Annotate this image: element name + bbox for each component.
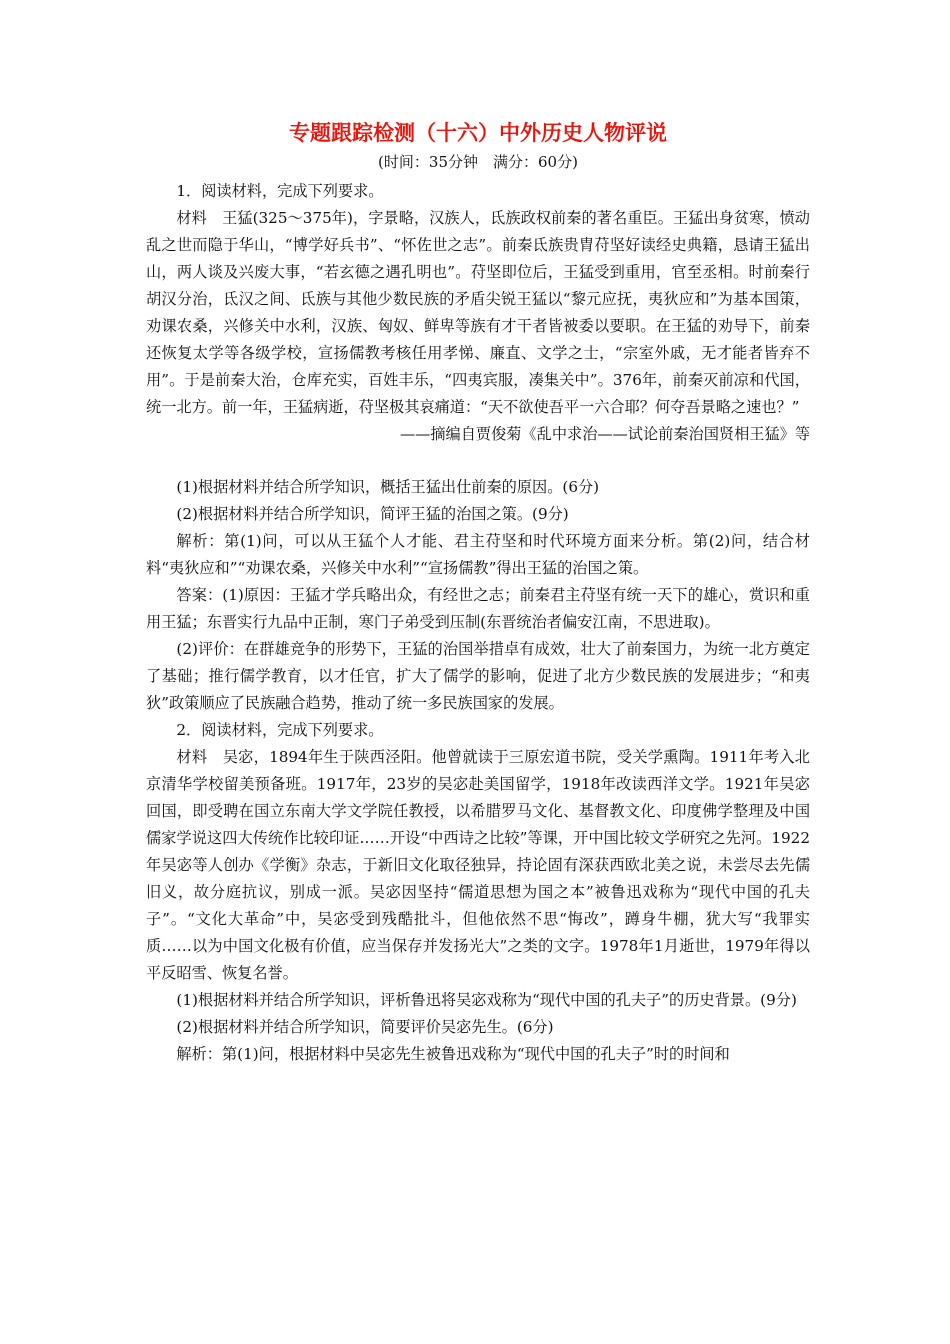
q1-material: 材料 王猛(325～375年)，字景略，汉族人，氐族政权前秦的著名重臣。王猛出身贫寒，愤动乱之世而隐于华山，“博学好兵书”、“怀佐世之志”。前秦氐族贵胄苻坚好读经史典籍，恳请王猛出山，两人谈及兴废大事，“若玄德之遇孔明也”。苻坚即位后，王猛受到重用，官至丞相。时前秦行胡汉分治，氐汉之间、氐族与其他少数民族的矛盾尖锐王猛以“黎元应抚，夷狄应和”为基本国策，劝课农桑，兴修关中水利，汉族、匈奴、鲜卑等族有才干者皆被委以要职。在王猛的劝导下，前秦还恢复太学等各级学校，宣扬儒教考核任用孝悌、廉直、文学之士，“宗室外戚，无才能者皆弃不用”。于是前秦大治，仓库充实，百姓丰乐，“四夷宾服，凑集关中”。376年，前秦灭前凉和代国，统一北方。前一年，王猛病逝，苻坚极其哀痛道：“天不欲使吾平一六合耶？何夺吾景略之速也？”: [146, 209, 810, 416]
q1-analysis: 解析：第(1)问，可以从王猛个人才能、君主苻坚和时代环境方面来分析。第(2)问，结合材料“夷狄应和”“劝课农桑，兴修关中水利”“宣扬儒教”得出王猛的治国之策。: [146, 532, 810, 577]
time-score-info: (时间：35分钟 满分：60分): [378, 153, 578, 171]
q2-sub-question-1: (1)根据材料并结合所学知识，评析鲁迅将吴宓戏称为“现代中国的孔夫子”的历史背景。(9分): [176, 991, 797, 1009]
q1-sub-question-2: (2)根据材料并结合所学知识，简评王猛的治国之策。(9分): [176, 505, 569, 523]
q2-analysis: 解析：第(1)问，根据材料中吴宓先生被鲁迅戏称为“现代中国的孔夫子”时的时间和: [176, 1045, 730, 1063]
q2-heading: 2．阅读材料，完成下列要求。: [176, 721, 384, 739]
q2-material: 材料 吴宓，1894年生于陕西泾阳。他曾就读于三原宏道书院，受关学熏陶。1911年考入北京清华学校留美预备班。1917年，23岁的吴宓赴美国留学，1918年改读西洋文学。1921年吴宓回国，即受聘在国立东南大学文学院任教授，以希腊罗马文化、基督教文化、印度佛学整理及中国儒家学说这四大传统作比较印证……开设“中西诗之比较”等课，开中国比较文学研究之先河。1922年吴宓等人创办《学衡》杂志，于新旧文化取径独异，持论固有深获西欧北美之说，未尝尽去先儒旧义，故分庭抗议，别成一派。吴宓因坚持“儒道思想为国之本”被鲁迅戏称为“现代中国的孔夫子”。“文化大革命”中，吴宓受到残酷批斗，但他依然不思“悔改”，蹲身牛棚，犹大写“我罪实质……以为中国文化极有价值，应当保存并发扬光大”之类的文字。1978年1月逝世，1979年得以平反昭雪、恢复名誉。: [146, 748, 810, 982]
page-title: 专题跟踪检测（十六）中外历史人物评说: [289, 120, 667, 145]
q1-heading: 1．阅读材料，完成下列要求。: [176, 182, 384, 200]
q2-sub-question-2: (2)根据材料并结合所学知识，简要评价吴宓先生。(6分): [176, 1018, 554, 1036]
q1-sub-question-1: (1)根据材料并结合所学知识，概括王猛出仕前秦的原因。(6分): [176, 478, 600, 496]
q1-answer-1: 答案：(1)原因：王猛才学兵略出众，有经世之志；前秦君主苻坚有统一天下的雄心，赏识和重用王猛；东晋实行九品中正制，寒门子弟受到压制(东晋统治者偏安江南，不思进取)。: [146, 586, 810, 631]
q1-source: ——摘编自贾俊菊《乱中求治——试论前秦治国贤相王猛》等: [399, 425, 810, 443]
q1-answer-2: (2)评价：在群雄竞争的形势下，王猛的治国举措卓有成效，壮大了前秦国力，为统一北方奠定了基础；推行儒学教育，以才任官，扩大了儒学的影响，促进了北方少数民族的发展进步；“和夷狄”政策顺应了民族融合趋势，推动了统一多民族国家的发展。: [146, 640, 810, 712]
